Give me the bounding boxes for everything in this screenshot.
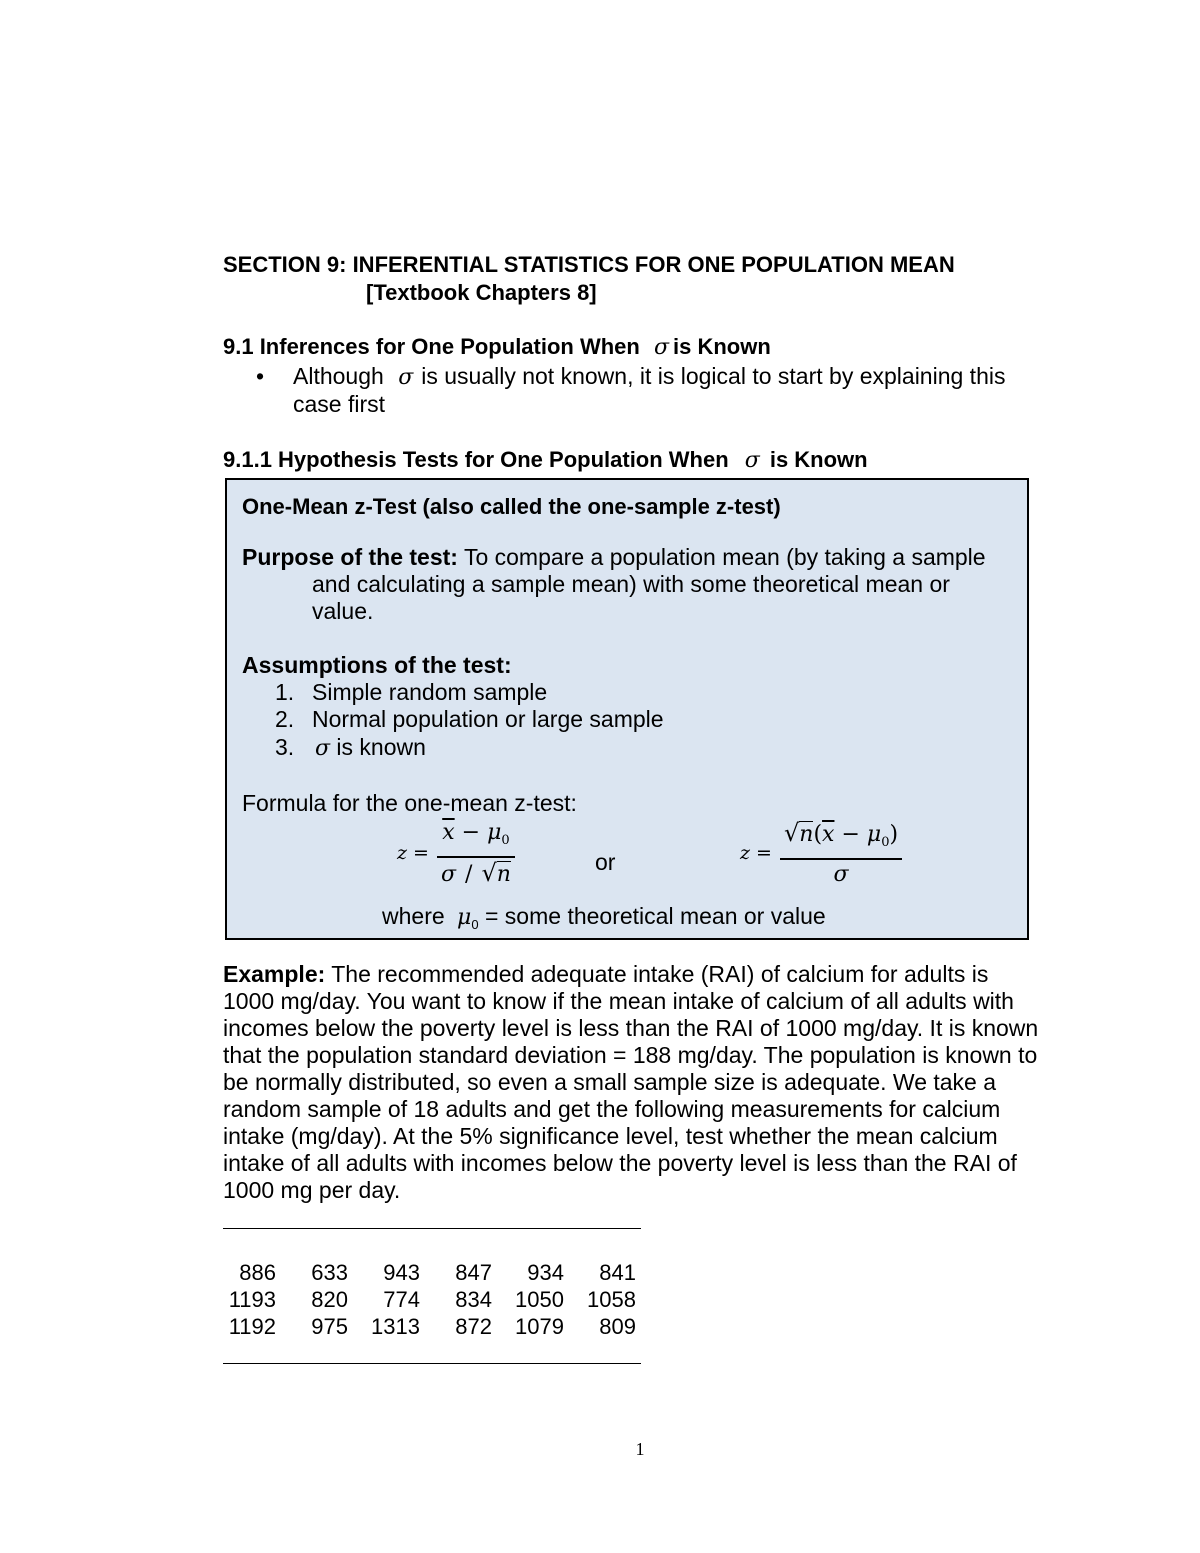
or-text: or: [595, 849, 616, 875]
formula-numerator: [438, 818, 513, 856]
example-line7: intake (mg/day). At the 5% significance level, test whether the mean calcium: [223, 1123, 998, 1149]
heading-9-1: [223, 333, 771, 361]
heading-9-1-text: 9.1 Inferences for One Population When: [223, 334, 640, 359]
heading-9-1-1-text: 9.1.1 Hypothesis Tests for One Population When: [223, 447, 729, 472]
heading-9-1-1-post: is Known: [769, 447, 868, 472]
assumption-num: 2.: [275, 706, 295, 732]
formula-1: [397, 818, 515, 890]
formula-numerator: [780, 818, 902, 858]
bullet-pre: Although: [293, 363, 384, 389]
z-test-box: [225, 478, 1029, 940]
formula-2: [740, 818, 902, 890]
heading-9-1-post: is Known: [673, 334, 771, 359]
example-line1: The recommended adequate intake (RAI) of calcium for adults is: [331, 961, 989, 987]
example-line2: 1000 mg/day. You want to know if the mean intake of calcium of all adults with: [223, 988, 1014, 1014]
table-cell: 834: [455, 1287, 492, 1312]
n-var: n: [496, 861, 511, 887]
sqrt-icon: √: [481, 858, 497, 887]
table-cell: 1192: [228, 1314, 276, 1339]
example-line8: intake of all adults with incomes below the poverty level is less than the RAI of: [223, 1150, 1017, 1176]
table-row: [215, 1259, 636, 1286]
formula-lhs: z =: [397, 842, 429, 865]
section-title: SECTION 9: INFERENTIAL STATISTICS FOR ONE POPULATION MEAN: [223, 252, 955, 277]
mu-symbol: μ: [866, 822, 882, 847]
minus: −: [841, 822, 860, 847]
purpose-line3: value.: [312, 598, 374, 624]
table-cell: 809: [599, 1314, 636, 1339]
assumption-num: 3.: [275, 734, 295, 760]
sigma-symbol: σ: [398, 365, 414, 390]
table-cell: 943: [383, 1260, 420, 1285]
n-var: n: [799, 822, 814, 847]
where-line: [382, 903, 826, 938]
bullet-line2: case first: [293, 391, 386, 417]
table-row: [215, 1286, 636, 1313]
assumption-text: Normal population or large sample: [312, 706, 664, 732]
formula-denominator: [437, 858, 515, 890]
assumption-2: [275, 706, 664, 733]
assumption-1: [275, 679, 548, 706]
minus: −: [461, 820, 481, 845]
mu-symbol: μ: [487, 820, 502, 845]
bullet-text: [293, 363, 1053, 418]
assumptions-label: Assumptions of the test:: [242, 652, 512, 678]
formula-lhs: z =: [740, 842, 772, 865]
table-cell: 820: [311, 1287, 348, 1312]
paren-close: ): [889, 822, 899, 847]
table-cell: 934: [527, 1260, 564, 1285]
table-cell: 975: [311, 1314, 348, 1339]
table-row: [215, 1313, 636, 1340]
table-bottom-rule: [223, 1363, 641, 1364]
table-cell: 633: [311, 1260, 348, 1285]
assumption-3: [275, 734, 426, 761]
subscript: 0: [881, 835, 890, 850]
formula-label: Formula for the one-mean z-test:: [242, 790, 577, 816]
example-line9: 1000 mg per day.: [223, 1177, 401, 1203]
formula-denominator: [830, 860, 853, 890]
box-title: One-Mean z-Test (also called the one-sample z-test): [242, 494, 781, 519]
purpose-line1: [242, 544, 986, 571]
table-cell: 1313: [371, 1314, 420, 1339]
sigma-symbol: σ: [744, 448, 760, 473]
example-line4: that the population standard deviation = 188 mg/day. The population is known to: [223, 1042, 1038, 1068]
table-top-rule: [223, 1228, 641, 1229]
page-number: 1: [635, 1439, 645, 1459]
table-cell: 872: [455, 1314, 492, 1339]
heading-9-1-1: [223, 446, 868, 474]
bullet-dot-icon: •: [256, 363, 265, 389]
table-cell: 847: [455, 1260, 492, 1285]
assumption-text: is known: [336, 734, 426, 760]
example-line5: be normally distributed, so even a small sample size is adequate. We take a: [223, 1069, 997, 1095]
purpose-line2: and calculating a sample mean) with some theoretical mean or: [312, 571, 950, 597]
where-text: = some theoretical mean or value: [484, 903, 826, 929]
example-line3: incomes below the poverty level is less than the RAI of 1000 mg/day. It is known: [223, 1015, 1039, 1041]
table-cell: 774: [383, 1287, 420, 1312]
table-cell: 1050: [515, 1287, 564, 1312]
sigma-symbol: σ: [315, 736, 331, 761]
subscript: 0: [471, 917, 479, 932]
purpose-label: Purpose of the test:: [242, 544, 458, 570]
bullet-post: is usually not known, it is logical to start by explaining this: [421, 363, 1006, 389]
paren-open: (: [813, 822, 823, 847]
table-cell: 841: [599, 1260, 636, 1285]
sigma-symbol: σ: [653, 335, 669, 360]
x-bar: $\overline{x}$: [442, 820, 455, 845]
table-cell: 1193: [228, 1287, 276, 1312]
example-line6: random sample of 18 adults and get the following measurements for calcium: [223, 1096, 1001, 1122]
x-bar: $\overline{x}$: [822, 822, 835, 847]
example-paragraph: [223, 961, 1063, 1204]
sqrt-icon: √: [783, 819, 800, 847]
calcium-data-table: [215, 1259, 636, 1340]
sigma-symbol: σ: [833, 861, 849, 887]
assumption-text: Simple random sample: [312, 679, 548, 705]
purpose-text1: To compare a population mean (by taking a sample: [463, 544, 986, 570]
table-cell: 1058: [587, 1287, 636, 1312]
section-subtitle: [Textbook Chapters 8]: [366, 280, 597, 305]
table-cell: 886: [239, 1260, 276, 1285]
assumption-num: 1.: [275, 679, 295, 705]
slash: /: [465, 861, 473, 887]
where-label: where: [382, 903, 445, 929]
table-cell: 1079: [515, 1314, 564, 1339]
mu-symbol: μ: [457, 905, 472, 930]
sigma-symbol: σ: [440, 861, 457, 887]
example-label: Example:: [223, 961, 326, 987]
subscript: 0: [501, 833, 510, 848]
